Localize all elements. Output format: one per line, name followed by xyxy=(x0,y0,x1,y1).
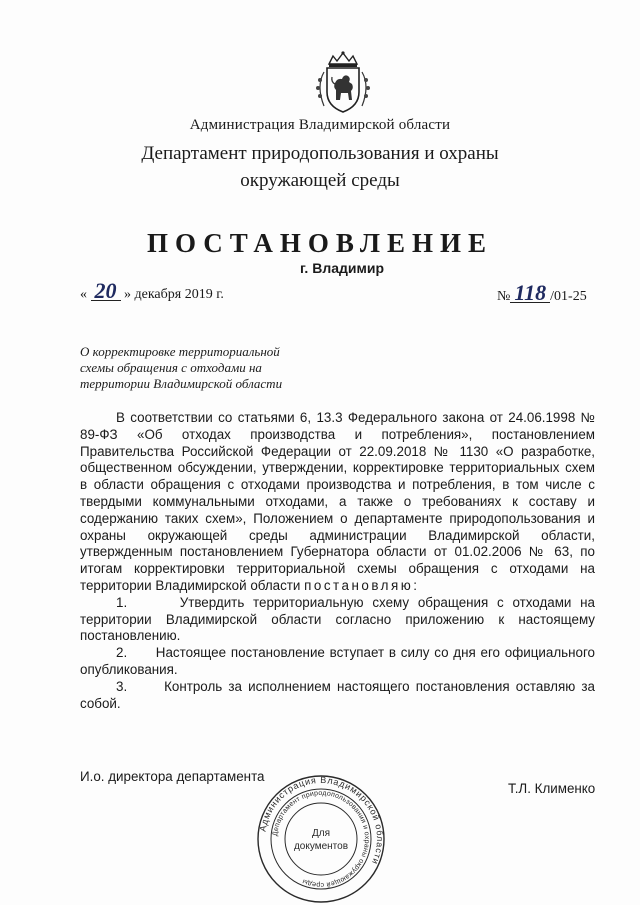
document-subject xyxy=(80,344,320,392)
vladimir-coat-of-arms-icon xyxy=(300,50,386,114)
administration-name: Администрация Владимирской области xyxy=(189,117,451,133)
subject-line: О корректировке территориальной xyxy=(80,344,280,359)
item-text: Настоящее постановление вступает в силу со дня его официального опубликования. xyxy=(80,645,595,677)
subject-line: территории Владимирской области xyxy=(80,376,283,391)
date-month-year: декабря 2019 г. xyxy=(134,287,224,302)
document-number xyxy=(497,280,587,305)
date-open-quote: « xyxy=(80,287,87,302)
subject-line: схемы обращения с отходами на xyxy=(80,360,262,375)
signatory-name: Т.Л. Клименко xyxy=(508,781,596,796)
date-close-quote: » xyxy=(124,287,131,302)
document-body xyxy=(80,410,595,712)
department-name-line2: окружающей среды xyxy=(240,170,400,191)
number-handwritten: 118 xyxy=(510,284,550,303)
list-item xyxy=(80,645,595,679)
item-number: 3. xyxy=(116,678,128,694)
stamp-center-line1: Для xyxy=(311,828,331,839)
date-day-handwritten: 20 xyxy=(91,282,121,301)
item-text: Утвердить территориальную схему обращения с отходами на территории Владимирской области согласно приложению к настоящему постановлению. xyxy=(80,594,596,644)
department-name-line1: Департамент природопользования и охраны xyxy=(141,143,499,164)
number-prefix: № xyxy=(497,289,511,304)
stamp-ring-outer: Администрация Владимирской области xyxy=(257,774,386,867)
list-item xyxy=(80,595,595,645)
item-text: Контроль за исполнением настоящего постановления оставляю за собой. xyxy=(80,678,595,711)
signatory-role: И.о. директора департамента xyxy=(80,769,265,784)
preamble-text: В соответствии со статьями 6, 13.3 Федерального закона от 24.06.1998 № 89-ФЗ «Об отходах производства и потребления», постановлением Правительства Российской Федерации от 22.09.2018 № 1130 «О разработке, общественном обсуждении, утверждении, корректировке территориальных схем в области обращения с отходами производства и потребления, в том числе с твердыми коммунальными отходами, а также о требованиях к составу и содержанию таких схем», Положением о департаменте природопользования и охраны окружающей среды администрации Владимирской области, утвержденным постановлением Губернатора области от 01.02.2006 № 63, по итогам корректировки территориальной схемы обращения с отходами на территории Владимирской области xyxy=(80,410,595,593)
document-type-title: ПОСТАНОВЛЕНИЕ xyxy=(146,228,494,258)
stamp-center-line2: документов xyxy=(293,841,349,852)
stamp-ring-inner: Департамент природопользования и охраны окружающей среды xyxy=(272,789,371,889)
item-number: 1. xyxy=(116,594,128,610)
list-item xyxy=(80,679,595,713)
document-date xyxy=(80,278,224,303)
number-suffix: /01-25 xyxy=(550,289,587,304)
decree-word: постановляю: xyxy=(304,577,420,593)
round-seal-icon xyxy=(255,773,387,905)
svg-text:Департамент природопользования xyxy=(272,790,370,889)
city: г. Владимир xyxy=(300,260,385,276)
item-number: 2. xyxy=(116,645,128,661)
body-preamble xyxy=(80,410,595,595)
